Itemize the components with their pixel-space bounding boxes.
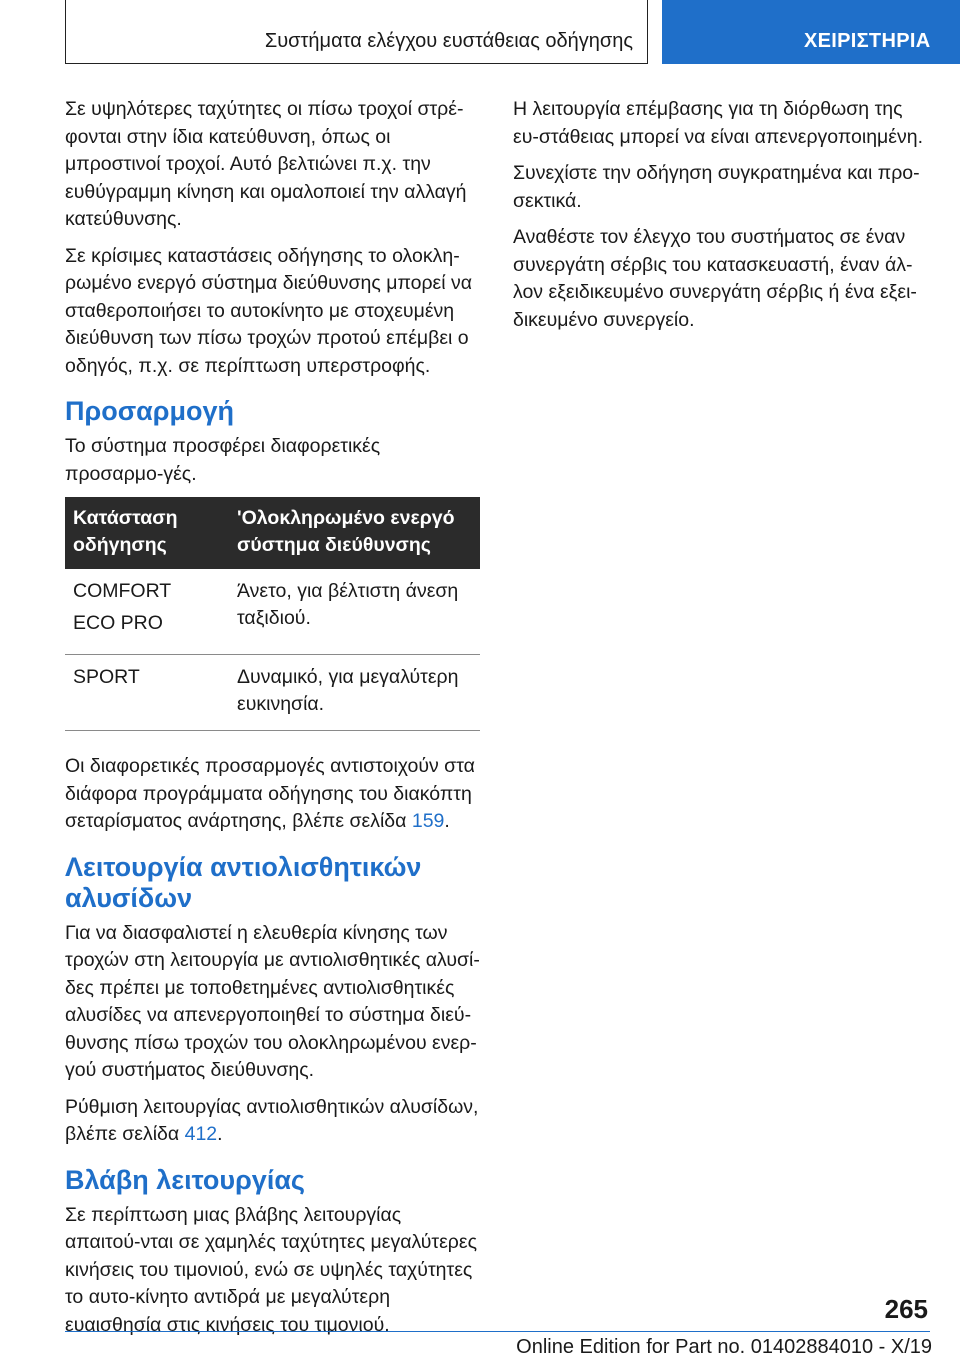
mode-comfort: COMFORT <box>73 580 172 602</box>
heading-adaptation: Προσαρμογή <box>65 396 234 426</box>
page-link-159[interactable]: 159 <box>411 810 445 832</box>
mode-sport: SPORT <box>73 666 140 688</box>
paragraph-service: Αναθέστε τον έλεγχο του συστήματος σε έναν συνεργάτη σέρβις του κατασκευαστή, έναν άλ-λον εξειδικευμένο συνεργάτη σέρβις ή ένα εξει-δικευμένο συνεργείο. <box>513 226 917 331</box>
table-cell-mode <box>65 655 229 731</box>
modes-reference-end: . <box>444 810 450 832</box>
modes-reference-text: Οι διαφορετικές προσαρμογές αντιστοιχούν στα διάφορα προγράμματα οδήγησης του διακόπτη σεταρίσματος ανάρτησης, βλέπε σελίδα <box>65 755 475 832</box>
driving-modes-table <box>65 497 480 731</box>
left-column <box>65 96 480 1348</box>
paragraph-snow-chains: Για να διασφαλιστεί η ελευθερία κίνησης των τροχών στη λειτουργία με αντιολισθητικές αλυσί-δες πρέπει με τοποθετημένες αντιολισθητικές αλυσίδες να απενεργοποιηθεί το σύστημα διεύ-θυνσης πίσω τροχών του ολοκληρωμένου ενερ-γού συστήματος διεύθυνσης. <box>65 921 480 1081</box>
paragraph-stability-off: Η λειτουργία επέμβασης για τη διόρθωση της ευ-στάθειας μπορεί να είναι απενεργοποιημένη. <box>513 98 923 148</box>
paragraph-malfunction: Σε περίπτωση μιας βλάβης λειτουργίας απαιτού-νται σε χαμηλές ταχύτητες μεγαλύτερες κινήσεις του τιμονιού, ενώ σε υψηλές ταχύτητες το αυτο-κίνητο αντιδρά με μεγαλύτερη ευαισθησία στις κινήσεις του τιμονιού. <box>65 1203 477 1336</box>
edition-info: Online Edition for Part no. 01402884010 - X/19 <box>516 1336 932 1358</box>
paragraph-chains-setting <box>65 1094 480 1149</box>
header-title-box <box>65 0 648 64</box>
right-column <box>513 96 933 343</box>
table-header-row <box>65 497 480 569</box>
page-link-412[interactable]: 412 <box>184 1123 218 1145</box>
table-cell-desc: Άνετο, για βέλτιστη άνεση ταξιδιού. <box>229 569 480 655</box>
heading-malfunction: Βλάβη λειτουργίας <box>65 1164 305 1195</box>
heading-snow-chains: Λειτουργία αντιολισθητικών αλυσίδων <box>65 851 422 913</box>
chains-setting-text: Ρύθμιση λειτουργίας αντιολισθητικών αλυσίδων, βλέπε σελίδα <box>65 1095 479 1145</box>
table-cell-desc: Δυναμικό, για μεγαλύτερη ευκινησία. <box>229 655 480 731</box>
paragraph-high-speed: Σε υψηλότερες ταχύτητες οι πίσω τροχοί στρέ-φονται στην ίδια κατεύθυνση, όπως οι μπροστινοί τροχοί. Αυτό βελτιώνει π.χ. την ευθύγραμμη κίνηση και ομαλοποιεί την αλλαγή κατεύθυνσης. <box>65 98 467 230</box>
table-row <box>65 655 480 731</box>
footer-divider <box>65 1331 930 1332</box>
paragraph-critical-situations: Σε κρίσιμες καταστάσεις οδήγησης το ολοκλη-ρωμένο ενεργό σύστημα διεύθυνσης μπορεί να σταθεροποιήσει το αυτοκίνητο με στοχευμένη διεύθυνση των πίσω τροχών προτού επέμβει ο οδηγός, π.χ. σε περίπτωση υπερστροφής. <box>65 244 473 377</box>
header-title: Συστήματα ελέγχου ευστάθειας οδήγησης <box>264 30 633 52</box>
paragraph-adaptation: Το σύστημα προσφέρει διαφορετικές προσαρμο-γές. <box>65 435 381 485</box>
section-tab-label: ΧΕΙΡΙΣΤΗΡΙΑ <box>804 30 931 52</box>
chains-setting-end: . <box>217 1123 223 1145</box>
page-number: 265 <box>884 1294 928 1324</box>
section-tab[interactable] <box>662 0 960 64</box>
mode-eco-pro: ECO PRO <box>73 612 163 634</box>
table-header-steering: 'Ολοκληρωμένο ενεργό σύστημα διεύθυνσης <box>229 497 480 569</box>
table-cell-mode <box>65 569 229 655</box>
paragraph-drive-carefully: Συνεχίστε την οδήγηση συγκρατημένα και προ-σεκτικά. <box>513 162 920 212</box>
table-row <box>65 569 480 655</box>
table-header-mode: Κατάσταση οδήγησης <box>65 497 229 569</box>
paragraph-modes-reference <box>65 753 480 836</box>
